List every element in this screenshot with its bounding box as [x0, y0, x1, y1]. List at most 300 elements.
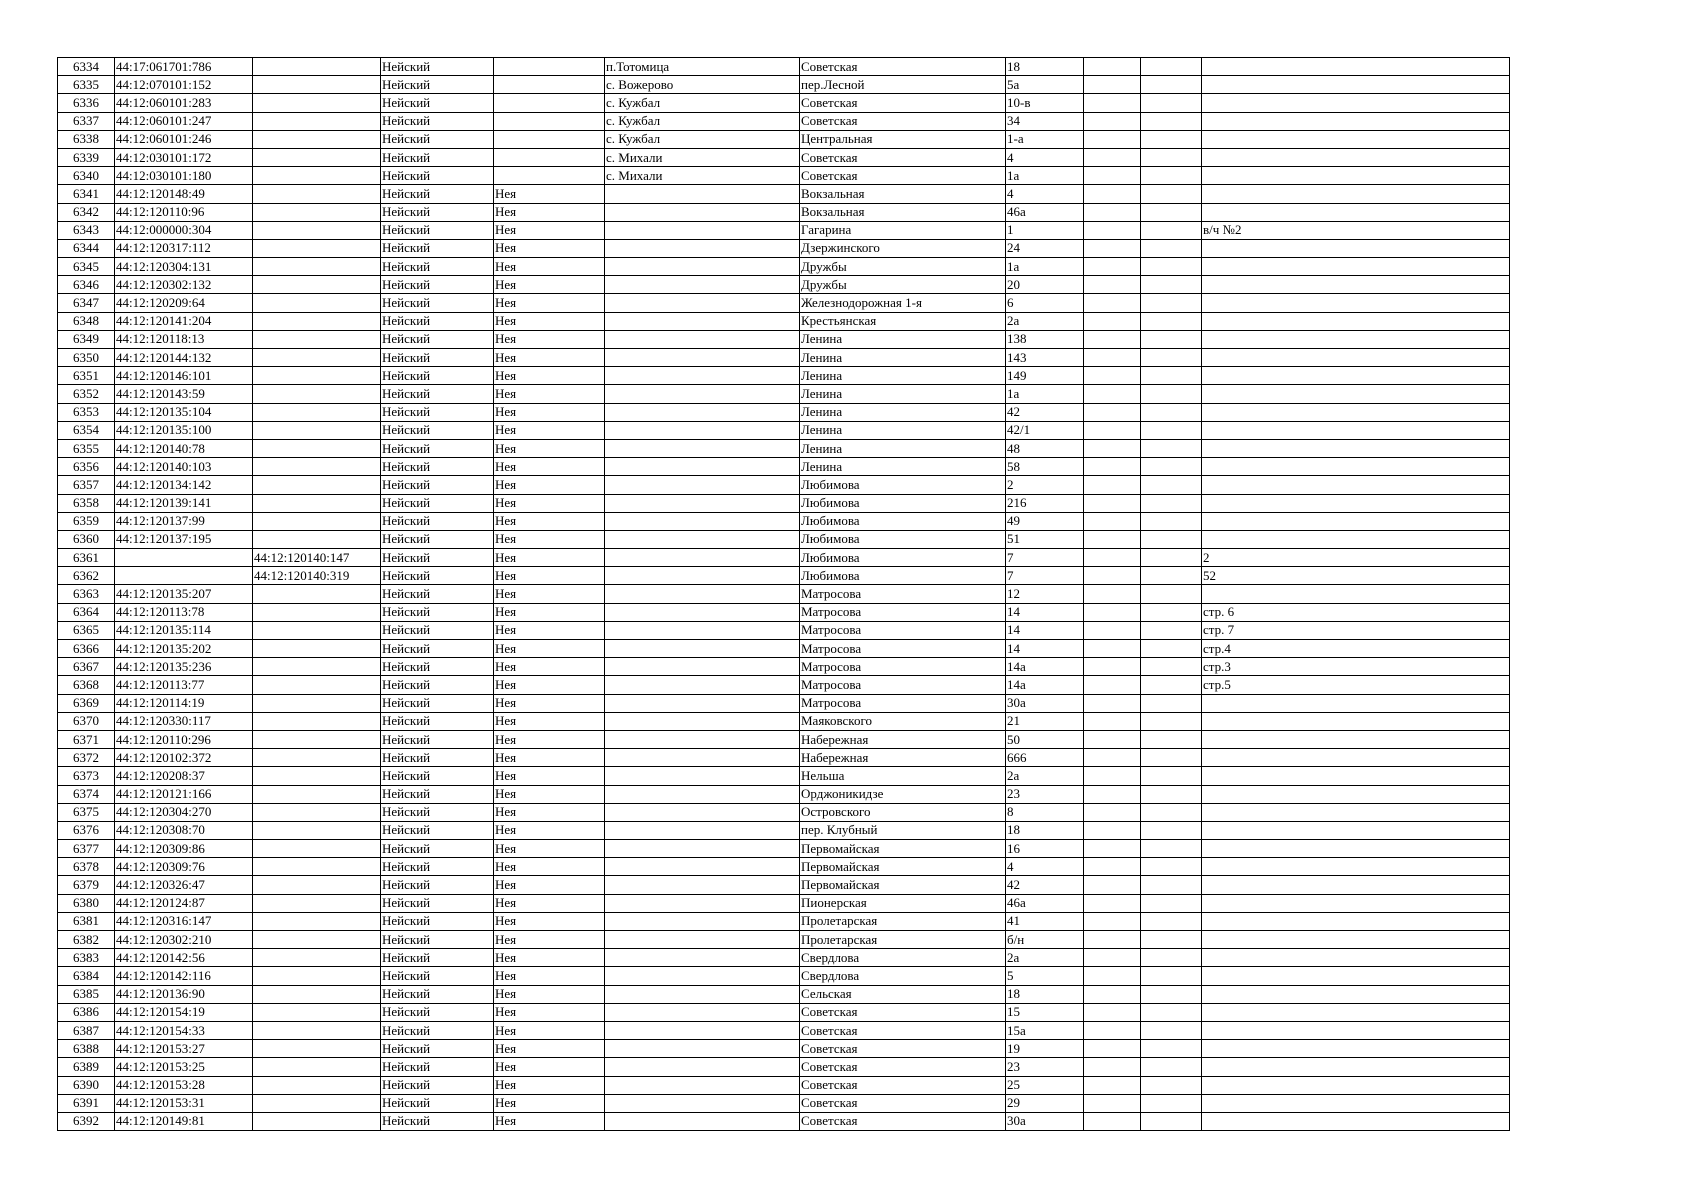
district-cell: Нейский [381, 421, 494, 439]
extra-cell-1 [1084, 821, 1141, 839]
cadastral-number-cell: 44:12:120124:87 [115, 894, 253, 912]
district-cell: Нейский [381, 312, 494, 330]
row-number-cell: 6334 [58, 58, 115, 76]
cadastral-number-alt-cell [253, 821, 381, 839]
table-row [58, 494, 1510, 512]
cadastral-number-alt-cell [253, 712, 381, 730]
street-cell: Советская [800, 167, 1006, 185]
note-cell [1202, 148, 1510, 166]
cadastral-number-cell: 44:12:030101:172 [115, 148, 253, 166]
cadastral-number-alt-cell [253, 1112, 381, 1130]
extra-cell-2 [1141, 458, 1202, 476]
note-cell [1202, 730, 1510, 748]
district-cell: Нейский [381, 858, 494, 876]
extra-cell-1 [1084, 512, 1141, 530]
town-cell: Нея [494, 312, 605, 330]
town-cell: Нея [494, 549, 605, 567]
cadastral-number-cell: 44:12:030101:180 [115, 167, 253, 185]
street-cell: Набережная [800, 730, 1006, 748]
town-cell: Нея [494, 1021, 605, 1039]
street-cell: Орджоникидзе [800, 785, 1006, 803]
extra-cell-1 [1084, 1094, 1141, 1112]
cadastral-number-cell: 44:12:120153:27 [115, 1040, 253, 1058]
cadastral-number-alt-cell [253, 185, 381, 203]
street-cell: Советская [800, 94, 1006, 112]
town-cell: Нея [494, 367, 605, 385]
cadastral-number-cell: 44:12:000000:304 [115, 221, 253, 239]
extra-cell-1 [1084, 858, 1141, 876]
cadastral-number-alt-cell [253, 130, 381, 148]
table-row [58, 1021, 1510, 1039]
district-cell: Нейский [381, 1076, 494, 1094]
extra-cell-1 [1084, 985, 1141, 1003]
extra-cell-1 [1084, 1112, 1141, 1130]
extra-cell-1 [1084, 130, 1141, 148]
cadastral-number-cell: 44:12:120136:90 [115, 985, 253, 1003]
town-cell: Нея [494, 658, 605, 676]
cadastral-number-alt-cell [253, 1076, 381, 1094]
row-number-cell: 6391 [58, 1094, 115, 1112]
street-cell: Советская [800, 1094, 1006, 1112]
extra-cell-2 [1141, 58, 1202, 76]
house-number-cell: 14а [1006, 676, 1084, 694]
house-number-cell: 23 [1006, 785, 1084, 803]
cadastral-number-alt-cell [253, 985, 381, 1003]
row-number-cell: 6344 [58, 239, 115, 257]
extra-cell-1 [1084, 967, 1141, 985]
extra-cell-1 [1084, 876, 1141, 894]
row-number-cell: 6378 [58, 858, 115, 876]
row-number-cell: 6377 [58, 840, 115, 858]
cadastral-number-alt-cell [253, 239, 381, 257]
settlement-cell [605, 949, 800, 967]
note-cell [1202, 912, 1510, 930]
note-cell [1202, 1076, 1510, 1094]
settlement-cell [605, 912, 800, 930]
street-cell: Советская [800, 112, 1006, 130]
note-cell [1202, 258, 1510, 276]
house-number-cell: 1-а [1006, 130, 1084, 148]
house-number-cell: 42 [1006, 876, 1084, 894]
town-cell: Нея [494, 858, 605, 876]
extra-cell-2 [1141, 349, 1202, 367]
town-cell: Нея [494, 767, 605, 785]
extra-cell-1 [1084, 1058, 1141, 1076]
town-cell: Нея [494, 1112, 605, 1130]
row-number-cell: 6390 [58, 1076, 115, 1094]
extra-cell-2 [1141, 512, 1202, 530]
cadastral-number-cell: 44:12:120135:114 [115, 621, 253, 639]
district-cell: Нейский [381, 148, 494, 166]
district-cell: Нейский [381, 258, 494, 276]
note-cell [1202, 785, 1510, 803]
district-cell: Нейский [381, 1021, 494, 1039]
house-number-cell: 50 [1006, 730, 1084, 748]
table-row [58, 58, 1510, 76]
cadastral-number-alt-cell: 44:12:120140:147 [253, 549, 381, 567]
cadastral-number-cell: 44:12:120209:64 [115, 294, 253, 312]
house-number-cell: 2а [1006, 312, 1084, 330]
settlement-cell [605, 712, 800, 730]
note-cell: стр. 7 [1202, 621, 1510, 639]
extra-cell-2 [1141, 894, 1202, 912]
table-row [58, 840, 1510, 858]
cadastral-number-cell: 44:12:120153:25 [115, 1058, 253, 1076]
street-cell: пер.Лесной [800, 76, 1006, 94]
town-cell: Нея [494, 694, 605, 712]
cadastral-number-alt-cell [253, 785, 381, 803]
house-number-cell: 23 [1006, 1058, 1084, 1076]
row-number-cell: 6346 [58, 276, 115, 294]
district-cell: Нейский [381, 585, 494, 603]
row-number-cell: 6348 [58, 312, 115, 330]
street-cell: Гагарина [800, 221, 1006, 239]
table-row [58, 439, 1510, 457]
street-cell: Пионерская [800, 894, 1006, 912]
cadastral-number-alt-cell [253, 858, 381, 876]
extra-cell-2 [1141, 931, 1202, 949]
house-number-cell: 2 [1006, 476, 1084, 494]
town-cell: Нея [494, 821, 605, 839]
street-cell: Матросова [800, 658, 1006, 676]
extra-cell-1 [1084, 1021, 1141, 1039]
cadastral-number-alt-cell [253, 912, 381, 930]
note-cell [1202, 185, 1510, 203]
town-cell: Нея [494, 712, 605, 730]
cadastral-number-cell: 44:12:120308:70 [115, 821, 253, 839]
row-number-cell: 6367 [58, 658, 115, 676]
settlement-cell [605, 603, 800, 621]
street-cell: Сельская [800, 985, 1006, 1003]
row-number-cell: 6371 [58, 730, 115, 748]
cadastral-number-alt-cell [253, 749, 381, 767]
note-cell [1202, 239, 1510, 257]
district-cell: Нейский [381, 458, 494, 476]
note-cell [1202, 694, 1510, 712]
extra-cell-2 [1141, 585, 1202, 603]
cadastral-number-alt-cell [253, 258, 381, 276]
settlement-cell: с. Кужбал [605, 130, 800, 148]
row-number-cell: 6381 [58, 912, 115, 930]
cadastral-number-alt-cell [253, 421, 381, 439]
town-cell: Нея [494, 1003, 605, 1021]
table-row [58, 931, 1510, 949]
note-cell [1202, 1003, 1510, 1021]
house-number-cell: 1а [1006, 167, 1084, 185]
house-number-cell: 7 [1006, 567, 1084, 585]
street-cell: Любимова [800, 530, 1006, 548]
table-row [58, 1112, 1510, 1130]
extra-cell-1 [1084, 167, 1141, 185]
row-number-cell: 6350 [58, 349, 115, 367]
street-cell: Матросова [800, 640, 1006, 658]
cadastral-number-alt-cell [253, 730, 381, 748]
town-cell [494, 167, 605, 185]
note-cell [1202, 403, 1510, 421]
note-cell [1202, 530, 1510, 548]
settlement-cell [605, 330, 800, 348]
house-number-cell: 29 [1006, 1094, 1084, 1112]
town-cell: Нея [494, 530, 605, 548]
row-number-cell: 6354 [58, 421, 115, 439]
table-row [58, 167, 1510, 185]
street-cell: Дружбы [800, 258, 1006, 276]
town-cell: Нея [494, 621, 605, 639]
table-row [58, 94, 1510, 112]
extra-cell-2 [1141, 476, 1202, 494]
settlement-cell [605, 403, 800, 421]
note-cell [1202, 876, 1510, 894]
house-number-cell: 216 [1006, 494, 1084, 512]
street-cell: Дзержинского [800, 239, 1006, 257]
street-cell: Советская [800, 1021, 1006, 1039]
table-row [58, 967, 1510, 985]
cadastral-number-cell: 44:12:120137:195 [115, 530, 253, 548]
town-cell: Нея [494, 803, 605, 821]
district-cell: Нейский [381, 476, 494, 494]
house-number-cell: 42/1 [1006, 421, 1084, 439]
house-number-cell: 2а [1006, 949, 1084, 967]
district-cell: Нейский [381, 1040, 494, 1058]
settlement-cell [605, 367, 800, 385]
street-cell: Ленина [800, 458, 1006, 476]
row-number-cell: 6388 [58, 1040, 115, 1058]
house-number-cell: 30а [1006, 694, 1084, 712]
extra-cell-1 [1084, 949, 1141, 967]
extra-cell-2 [1141, 1076, 1202, 1094]
extra-cell-1 [1084, 785, 1141, 803]
row-number-cell: 6370 [58, 712, 115, 730]
street-cell: Советская [800, 148, 1006, 166]
extra-cell-2 [1141, 1094, 1202, 1112]
district-cell: Нейский [381, 76, 494, 94]
settlement-cell [605, 1003, 800, 1021]
extra-cell-2 [1141, 985, 1202, 1003]
cadastral-number-cell: 44:12:120330:117 [115, 712, 253, 730]
street-cell: Первомайская [800, 840, 1006, 858]
cadastral-number-alt-cell [253, 840, 381, 858]
district-cell: Нейский [381, 803, 494, 821]
street-cell: Советская [800, 1040, 1006, 1058]
district-cell: Нейский [381, 239, 494, 257]
street-cell: Матросова [800, 676, 1006, 694]
house-number-cell: 8 [1006, 803, 1084, 821]
cadastral-number-alt-cell [253, 367, 381, 385]
note-cell [1202, 276, 1510, 294]
extra-cell-2 [1141, 367, 1202, 385]
cadastral-number-cell: 44:12:120148:49 [115, 185, 253, 203]
note-cell [1202, 112, 1510, 130]
extra-cell-2 [1141, 76, 1202, 94]
cadastral-number-cell: 44:12:120113:78 [115, 603, 253, 621]
street-cell: Ленина [800, 403, 1006, 421]
note-cell [1202, 330, 1510, 348]
settlement-cell: с. Михали [605, 167, 800, 185]
table-row [58, 385, 1510, 403]
settlement-cell [605, 349, 800, 367]
town-cell: Нея [494, 967, 605, 985]
table-row [58, 894, 1510, 912]
district-cell: Нейский [381, 276, 494, 294]
cadastral-number-cell: 44:12:120154:19 [115, 1003, 253, 1021]
property-register-table [57, 57, 1510, 1131]
cadastral-number-cell: 44:12:120141:204 [115, 312, 253, 330]
row-number-cell: 6362 [58, 567, 115, 585]
cadastral-number-alt-cell [253, 458, 381, 476]
house-number-cell: 51 [1006, 530, 1084, 548]
street-cell: Советская [800, 58, 1006, 76]
street-cell: Матросова [800, 621, 1006, 639]
street-cell: Советская [800, 1112, 1006, 1130]
extra-cell-1 [1084, 403, 1141, 421]
extra-cell-1 [1084, 421, 1141, 439]
cadastral-number-cell: 44:12:120139:141 [115, 494, 253, 512]
district-cell: Нейский [381, 203, 494, 221]
house-number-cell: б/н [1006, 931, 1084, 949]
cadastral-number-cell: 44:12:120144:132 [115, 349, 253, 367]
settlement-cell [605, 203, 800, 221]
note-cell [1202, 367, 1510, 385]
cadastral-number-cell: 44:12:120154:33 [115, 1021, 253, 1039]
row-number-cell: 6339 [58, 148, 115, 166]
row-number-cell: 6389 [58, 1058, 115, 1076]
settlement-cell [605, 1094, 800, 1112]
district-cell: Нейский [381, 112, 494, 130]
row-number-cell: 6376 [58, 821, 115, 839]
row-number-cell: 6375 [58, 803, 115, 821]
note-cell [1202, 985, 1510, 1003]
note-cell [1202, 767, 1510, 785]
table-row [58, 312, 1510, 330]
table-row [58, 476, 1510, 494]
table-row [58, 403, 1510, 421]
district-cell: Нейский [381, 694, 494, 712]
cadastral-number-alt-cell [253, 276, 381, 294]
street-cell: пер. Клубный [800, 821, 1006, 839]
house-number-cell: 16 [1006, 840, 1084, 858]
extra-cell-1 [1084, 1003, 1141, 1021]
cadastral-number-cell: 44:12:120118:13 [115, 330, 253, 348]
extra-cell-1 [1084, 349, 1141, 367]
house-number-cell: 10-в [1006, 94, 1084, 112]
note-cell [1202, 858, 1510, 876]
table-row [58, 512, 1510, 530]
settlement-cell [605, 294, 800, 312]
note-cell [1202, 1021, 1510, 1039]
town-cell: Нея [494, 749, 605, 767]
note-cell: стр. 6 [1202, 603, 1510, 621]
district-cell: Нейский [381, 567, 494, 585]
row-number-cell: 6366 [58, 640, 115, 658]
district-cell: Нейский [381, 603, 494, 621]
cadastral-number-cell: 44:12:120135:207 [115, 585, 253, 603]
settlement-cell [605, 1021, 800, 1039]
house-number-cell: 42 [1006, 403, 1084, 421]
extra-cell-1 [1084, 385, 1141, 403]
town-cell: Нея [494, 985, 605, 1003]
extra-cell-1 [1084, 694, 1141, 712]
extra-cell-2 [1141, 640, 1202, 658]
extra-cell-1 [1084, 640, 1141, 658]
table-row [58, 112, 1510, 130]
extra-cell-2 [1141, 730, 1202, 748]
settlement-cell: с. Кужбал [605, 94, 800, 112]
town-cell [494, 130, 605, 148]
district-cell: Нейский [381, 658, 494, 676]
note-cell: 52 [1202, 567, 1510, 585]
row-number-cell: 6343 [58, 221, 115, 239]
street-cell: Первомайская [800, 876, 1006, 894]
cadastral-number-alt-cell [253, 167, 381, 185]
settlement-cell [605, 876, 800, 894]
settlement-cell [605, 1076, 800, 1094]
extra-cell-2 [1141, 767, 1202, 785]
extra-cell-2 [1141, 567, 1202, 585]
street-cell: Маяковского [800, 712, 1006, 730]
town-cell: Нея [494, 894, 605, 912]
extra-cell-1 [1084, 112, 1141, 130]
cadastral-number-alt-cell [253, 94, 381, 112]
cadastral-number-cell: 44:12:120137:99 [115, 512, 253, 530]
note-cell [1202, 749, 1510, 767]
cadastral-number-cell: 44:12:120135:104 [115, 403, 253, 421]
note-cell [1202, 821, 1510, 839]
settlement-cell [605, 549, 800, 567]
extra-cell-1 [1084, 221, 1141, 239]
table-row [58, 730, 1510, 748]
table-row [58, 640, 1510, 658]
cadastral-number-alt-cell [253, 803, 381, 821]
table-row [58, 294, 1510, 312]
settlement-cell [605, 276, 800, 294]
table-row [58, 985, 1510, 1003]
district-cell: Нейский [381, 130, 494, 148]
extra-cell-1 [1084, 294, 1141, 312]
house-number-cell: 14 [1006, 640, 1084, 658]
table-row [58, 1003, 1510, 1021]
district-cell: Нейский [381, 512, 494, 530]
table-row [58, 148, 1510, 166]
cadastral-number-cell: 44:12:120114:19 [115, 694, 253, 712]
extra-cell-1 [1084, 330, 1141, 348]
street-cell: Ленина [800, 421, 1006, 439]
extra-cell-1 [1084, 94, 1141, 112]
extra-cell-2 [1141, 294, 1202, 312]
street-cell: Свердлова [800, 967, 1006, 985]
extra-cell-1 [1084, 58, 1141, 76]
street-cell: Любимова [800, 476, 1006, 494]
house-number-cell: 4 [1006, 148, 1084, 166]
street-cell: Любимова [800, 494, 1006, 512]
district-cell: Нейский [381, 640, 494, 658]
row-number-cell: 6382 [58, 931, 115, 949]
row-number-cell: 6368 [58, 676, 115, 694]
extra-cell-1 [1084, 603, 1141, 621]
house-number-cell: 18 [1006, 58, 1084, 76]
row-number-cell: 6351 [58, 367, 115, 385]
district-cell: Нейский [381, 385, 494, 403]
house-number-cell: 14 [1006, 621, 1084, 639]
town-cell: Нея [494, 585, 605, 603]
extra-cell-2 [1141, 385, 1202, 403]
extra-cell-2 [1141, 1112, 1202, 1130]
row-number-cell: 6374 [58, 785, 115, 803]
row-number-cell: 6361 [58, 549, 115, 567]
house-number-cell: 4 [1006, 858, 1084, 876]
table-row [58, 185, 1510, 203]
note-cell [1202, 512, 1510, 530]
cadastral-number-cell: 44:12:120135:100 [115, 421, 253, 439]
